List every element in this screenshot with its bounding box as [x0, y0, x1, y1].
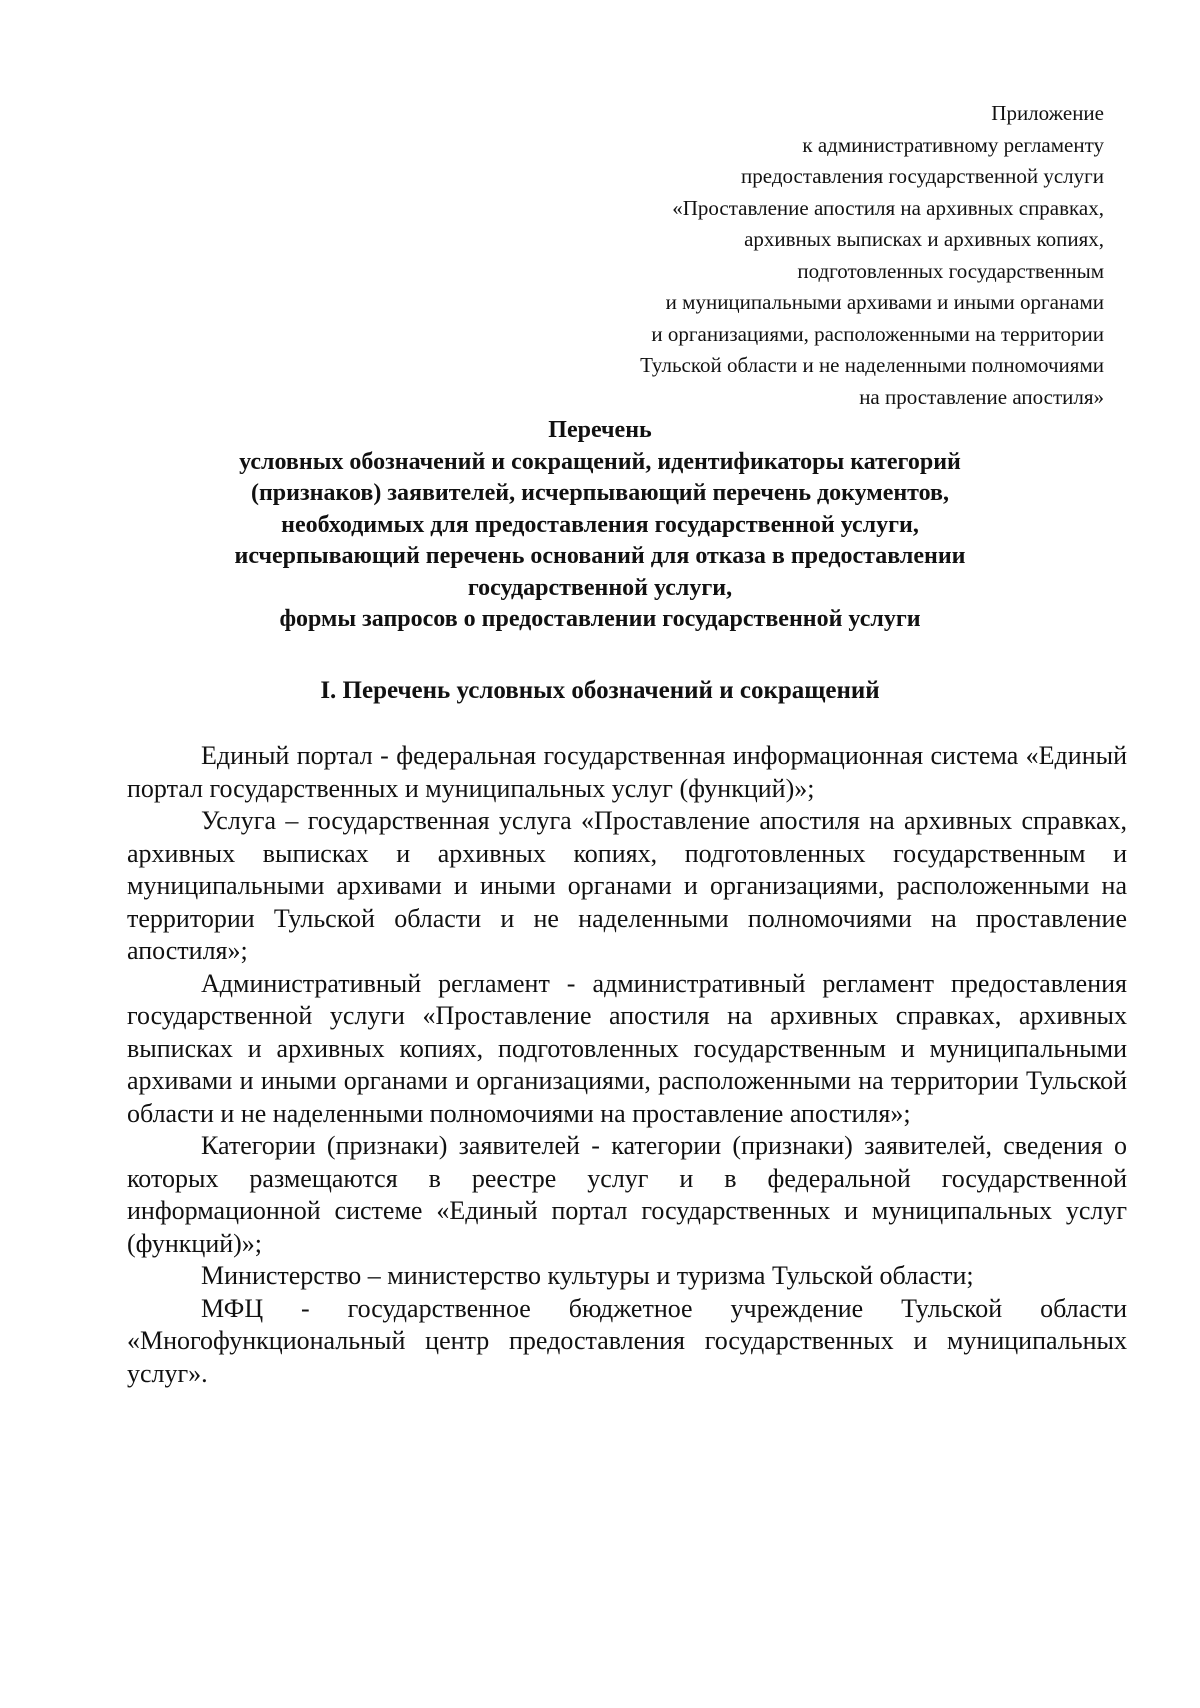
appendix-line: и муниципальными архивами и иными органами	[665, 290, 1104, 314]
title-line: Перечень	[548, 417, 652, 443]
title-line: государственной услуги,	[467, 574, 733, 601]
definition-paragraph: Услуга – государственная услуга «Проставление апостиля на архивных справках, архивных выписках и архивных копиях, подготовленных государственным и муниципальными архивами и иными органами и организациями, расположенными на территории Тульской области и не наделенными полномочиями на проставление апостиля»;	[127, 806, 1127, 965]
title-line: (признаков) заявителей, исчерпывающий перечень документов,	[250, 480, 950, 506]
definition-paragraph: Категории (признаки) заявителей - категории (признаки) заявителей, сведения о которых размещаются в реестре услуг и в федеральной государственной информационной системе «Единый портал государственных и муниципальных услуг (функций)»;	[127, 1131, 1127, 1258]
title-line: необходимых для предоставления государственной услуги,	[281, 511, 919, 538]
title-line: формы запросов о предоставлении государственной услуги	[279, 606, 921, 632]
definition-paragraph: Единый портал - федеральная государственная информационная система «Единый портал государственных и муниципальных услуг (функций)»;	[127, 741, 1127, 803]
appendix-line: архивных выписках и архивных копиях,	[744, 227, 1104, 251]
definition-paragraph: Министерство – министерство культуры и туризма Тульской области;	[201, 1261, 974, 1290]
appendix-line: Тульской области и не наделенными полномочиями	[640, 353, 1104, 377]
section-body	[127, 740, 1127, 1390]
title-line: условных обозначений и сокращений, идентификаторы категорий	[239, 448, 961, 475]
document-title	[140, 415, 1060, 636]
appendix-line: подготовленных государственным	[797, 258, 1104, 283]
appendix-line: «Проставление апостиля на архивных справках,	[672, 195, 1104, 220]
title-line: исчерпывающий перечень оснований для отказа в предоставлении	[234, 543, 966, 569]
section-heading: I. Перечень условных обозначений и сокращений	[320, 677, 880, 704]
appendix-line: предоставления государственной услуги	[741, 164, 1104, 188]
appendix-line: Приложение	[991, 101, 1104, 125]
appendix-line: к административному регламенту	[802, 132, 1104, 157]
definition-paragraph: МФЦ - государственное бюджетное учреждение Тульской области «Многофункциональный центр предоставления государственных и муниципальных услуг».	[127, 1293, 1127, 1388]
appendix-note	[484, 98, 1104, 413]
appendix-line: и организациями, расположенными на территории	[651, 321, 1104, 346]
definition-paragraph: Административный регламент - административный регламент предоставления государственной услуги «Проставление апостиля на архивных справках, архивных выписках и архивных копиях, подготовленных государственным и муниципальными архивами и иными органами и организациями, расположенными на территории Тульской области и не наделенными полномочиями на проставление апостиля»;	[127, 968, 1127, 1128]
appendix-line: на проставление апостиля»	[859, 384, 1104, 409]
